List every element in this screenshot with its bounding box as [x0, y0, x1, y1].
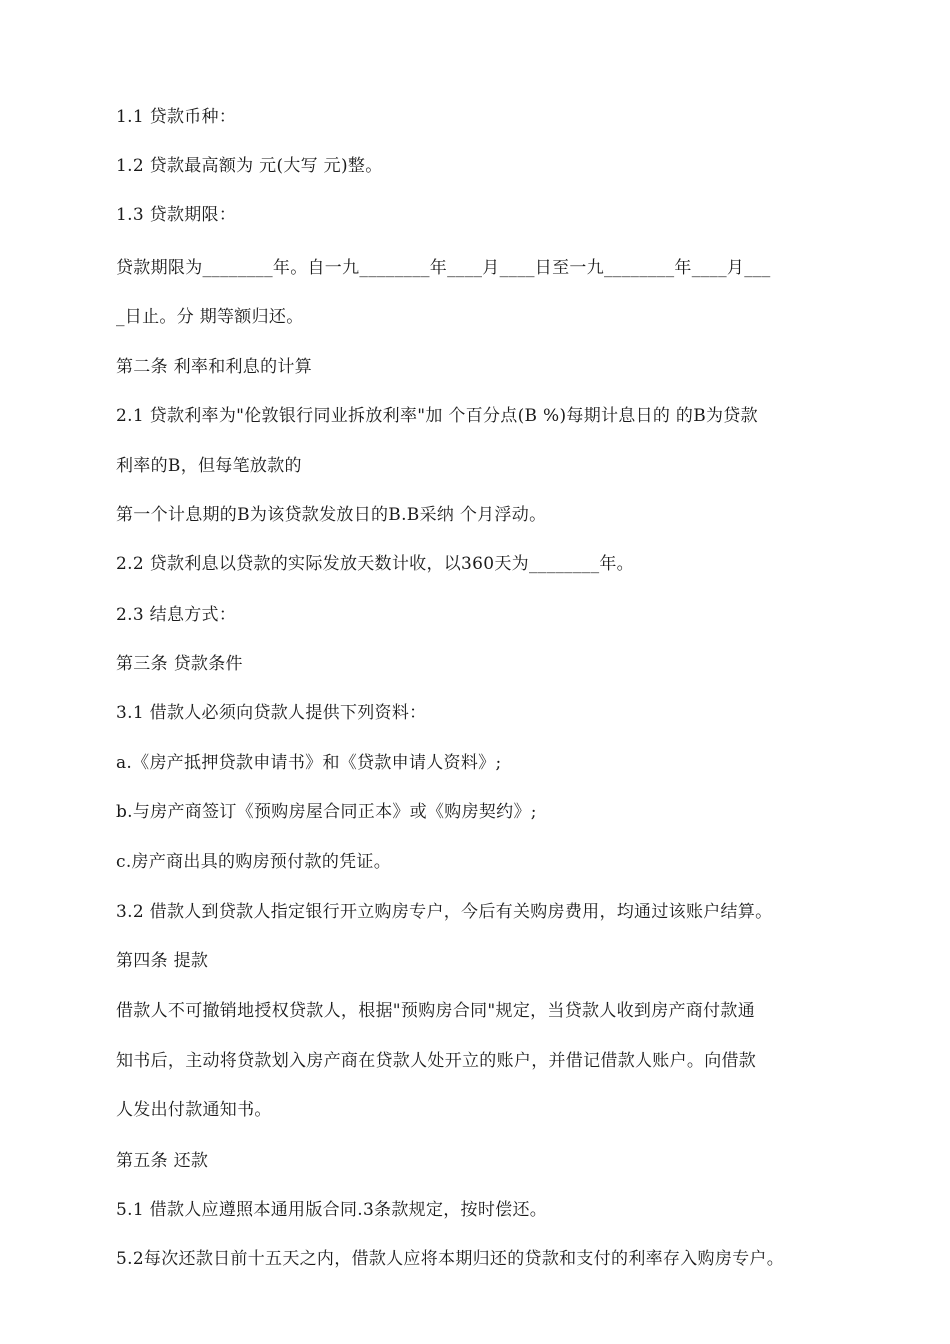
clause-2-1-line-2: 利率的B，但每笔放款的: [116, 456, 302, 476]
clause-1-1-currency: 1.1 贷款币种：: [116, 107, 237, 127]
article-2-heading: 第二条 利率和利息的计算: [116, 357, 313, 377]
article-4-line-1: 借款人不可撤销地授权贷款人，根据"预购房合同"规定，当贷款人收到房产商付款通: [116, 1001, 756, 1021]
list-item-c: c.房产商出具的购房预付款的凭证。: [116, 852, 392, 872]
clause-1-2-max-amount: 1.2 贷款最高额为 元(大写 元)整。: [116, 156, 383, 176]
clause-2-1-line-3: 第一个计息期的B为该贷款发放日的B.B采纳 个月浮动。: [116, 505, 547, 525]
article-3-heading: 第三条 贷款条件: [116, 654, 243, 674]
article-4-line-2: 知书后，主动将贷款划入房产商在贷款人处开立的账户，并借记借款人账户。向借款: [116, 1051, 757, 1071]
clause-1-3-term-heading: 1.3 贷款期限：: [116, 205, 237, 225]
list-item-a: a.《房产抵押贷款申请书》和《贷款申请人资料》;: [116, 753, 502, 773]
clause-3-1-materials: 3.1 借款人必须向贷款人提供下列资料：: [116, 703, 427, 723]
clause-3-2-account: 3.2 借款人到贷款人指定银行开立购房专户，今后有关购房费用，均通过该账户结算。: [116, 902, 773, 922]
loan-term-line-1: 贷款期限为________年。自一九________年____月____日至一九________年____月___: [116, 258, 771, 278]
list-item-b: b.与房产商签订《预购房屋合同正本》或《购房契约》;: [116, 802, 537, 822]
clause-5-2-deposit: 5.2每次还款日前十五天之内，借款人应将本期归还的贷款和支付的利率存入购房专户。: [116, 1249, 785, 1269]
article-4-heading: 第四条 提款: [116, 951, 209, 971]
clause-2-1-line-1: 2.1 贷款利率为"伦敦银行同业拆放利率"加 个百分点(B %)每期计息日的 的B为贷款: [116, 406, 758, 426]
article-5-heading: 第五条 还款: [116, 1151, 209, 1171]
clause-2-2-interest: 2.2 贷款利息以贷款的实际发放天数计收，以360天为________年。: [116, 554, 634, 574]
clause-2-3-settlement: 2.3 结息方式：: [116, 605, 237, 625]
clause-5-1-repay: 5.1 借款人应遵照本通用版合同.3条款规定，按时偿还。: [116, 1200, 548, 1220]
loan-term-line-2: _日止。分 期等额归还。: [116, 307, 304, 327]
article-4-line-3: 人发出付款通知书。: [116, 1100, 272, 1120]
